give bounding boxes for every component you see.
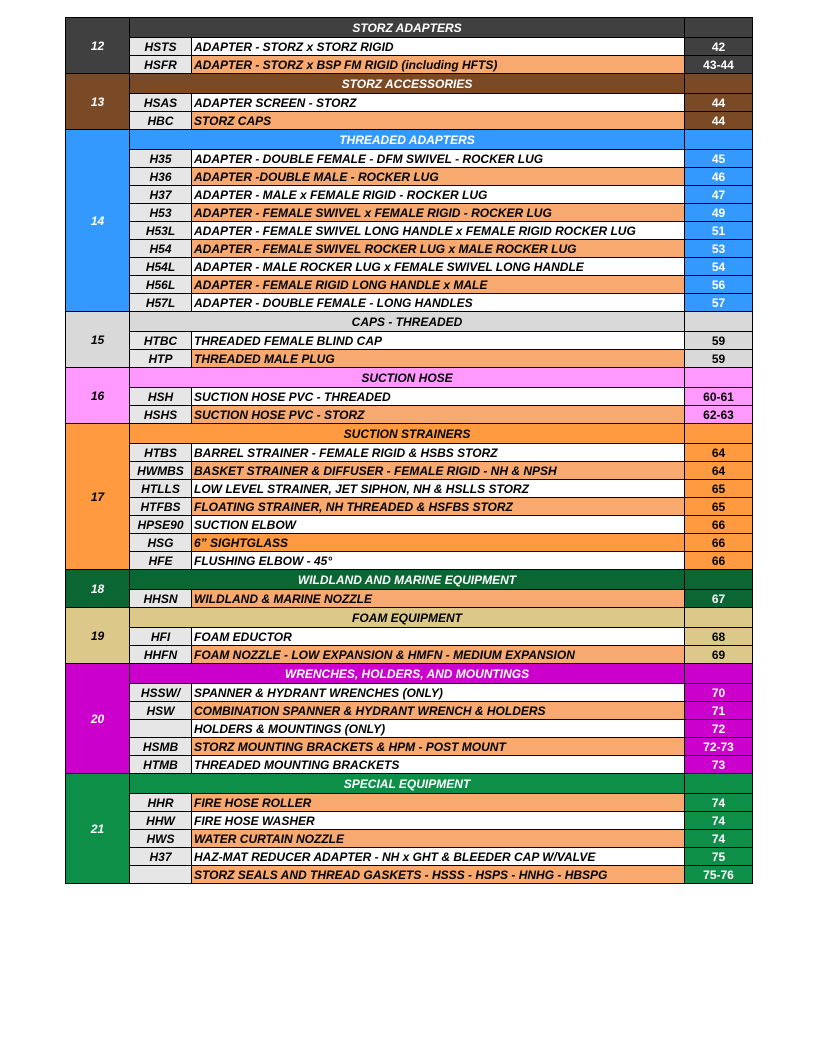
- product-description: STORZ CAPS: [192, 112, 685, 130]
- product-code: HSG: [130, 534, 192, 552]
- page-number: 70: [685, 684, 753, 702]
- section-number: 12: [66, 18, 130, 74]
- section-page-header: [685, 664, 753, 684]
- section-title: SUCTION HOSE: [130, 368, 685, 388]
- product-description: FLUSHING ELBOW - 45°: [192, 552, 685, 570]
- section-number: 21: [66, 774, 130, 884]
- table-row: [66, 534, 753, 552]
- table-row: [66, 258, 753, 276]
- product-description: HAZ-MAT REDUCER ADAPTER - NH x GHT & BLEEDER CAP W/VALVE: [192, 848, 685, 866]
- product-description: SPANNER & HYDRANT WRENCHES (ONLY): [192, 684, 685, 702]
- section-title: STORZ ADAPTERS: [130, 18, 685, 38]
- section-header-row: [66, 608, 753, 628]
- page-number: 74: [685, 794, 753, 812]
- product-code: HWS: [130, 830, 192, 848]
- product-code: HFE: [130, 552, 192, 570]
- table-row: [66, 812, 753, 830]
- page-number: 59: [685, 350, 753, 368]
- section-header-row: [66, 312, 753, 332]
- product-code: HSMB: [130, 738, 192, 756]
- product-code: HSAS: [130, 94, 192, 112]
- section-title: STORZ ACCESSORIES: [130, 74, 685, 94]
- product-description: STORZ MOUNTING BRACKETS & HPM - POST MOUNT: [192, 738, 685, 756]
- page-number: 47: [685, 186, 753, 204]
- product-description: ADAPTER - MALE ROCKER LUG x FEMALE SWIVEL LONG HANDLE: [192, 258, 685, 276]
- page-number: 42: [685, 38, 753, 56]
- product-code: H53: [130, 204, 192, 222]
- product-code: HHR: [130, 794, 192, 812]
- page-number: 65: [685, 480, 753, 498]
- product-description: COMBINATION SPANNER & HYDRANT WRENCH & HOLDERS: [192, 702, 685, 720]
- product-code: H56L: [130, 276, 192, 294]
- product-code: HSSW/: [130, 684, 192, 702]
- section-header-row: [66, 424, 753, 444]
- product-description: SUCTION ELBOW: [192, 516, 685, 534]
- section-page-header: [685, 608, 753, 628]
- table-row: [66, 444, 753, 462]
- product-code: HBC: [130, 112, 192, 130]
- table-row: [66, 332, 753, 350]
- product-code: HFI: [130, 628, 192, 646]
- product-description: FOAM EDUCTOR: [192, 628, 685, 646]
- product-code: HSH: [130, 388, 192, 406]
- page-number: 69: [685, 646, 753, 664]
- product-description: THREADED MALE PLUG: [192, 350, 685, 368]
- product-description: WILDLAND & MARINE NOZZLE: [192, 590, 685, 608]
- table-row: [66, 480, 753, 498]
- product-description: BASKET STRAINER & DIFFUSER - FEMALE RIGID - NH & NPSH: [192, 462, 685, 480]
- page-number: 67: [685, 590, 753, 608]
- page-number: 75: [685, 848, 753, 866]
- product-code: HHSN: [130, 590, 192, 608]
- product-description: 6” SIGHTGLASS: [192, 534, 685, 552]
- product-description: ADAPTER - FEMALE RIGID LONG HANDLE x MALE: [192, 276, 685, 294]
- table-row: [66, 38, 753, 56]
- page-number: 72-73: [685, 738, 753, 756]
- page-number: 62-63: [685, 406, 753, 424]
- page-number: 57: [685, 294, 753, 312]
- product-description: THREADED FEMALE BLIND CAP: [192, 332, 685, 350]
- section-number: 18: [66, 570, 130, 608]
- section-title: THREADED ADAPTERS: [130, 130, 685, 150]
- product-code: H53L: [130, 222, 192, 240]
- product-description: ADAPTER - STORZ x STORZ RIGID: [192, 38, 685, 56]
- page-number: 56: [685, 276, 753, 294]
- table-row: [66, 388, 753, 406]
- table-row: [66, 112, 753, 130]
- page-number: 75-76: [685, 866, 753, 884]
- table-row: [66, 628, 753, 646]
- product-description: FIRE HOSE WASHER: [192, 812, 685, 830]
- section-title: WILDLAND AND MARINE EQUIPMENT: [130, 570, 685, 590]
- product-description: ADAPTER - DOUBLE FEMALE - DFM SWIVEL - ROCKER LUG: [192, 150, 685, 168]
- table-row: [66, 702, 753, 720]
- page-number: 72: [685, 720, 753, 738]
- product-description: LOW LEVEL STRAINER, JET SIPHON, NH & HSLLS STORZ: [192, 480, 685, 498]
- page-number: 74: [685, 830, 753, 848]
- product-description: ADAPTER - MALE x FEMALE RIGID - ROCKER LUG: [192, 186, 685, 204]
- section-header-row: [66, 570, 753, 590]
- product-code: [130, 720, 192, 738]
- catalog-index-table: [65, 17, 753, 884]
- table-row: [66, 276, 753, 294]
- page-number: 66: [685, 534, 753, 552]
- catalog-body: [66, 18, 753, 884]
- table-row: [66, 186, 753, 204]
- table-row: [66, 552, 753, 570]
- product-description: FOAM NOZZLE - LOW EXPANSION & HMFN - MEDIUM EXPANSION: [192, 646, 685, 664]
- table-row: [66, 94, 753, 112]
- section-title: SUCTION STRAINERS: [130, 424, 685, 444]
- section-header-row: [66, 130, 753, 150]
- product-code: HTP: [130, 350, 192, 368]
- product-code: HTBC: [130, 332, 192, 350]
- product-description: WATER CURTAIN NOZZLE: [192, 830, 685, 848]
- table-row: [66, 646, 753, 664]
- section-number: 14: [66, 130, 130, 312]
- product-code: HWMBS: [130, 462, 192, 480]
- product-code: H35: [130, 150, 192, 168]
- page-number: 66: [685, 516, 753, 534]
- table-row: [66, 684, 753, 702]
- product-description: ADAPTER - STORZ x BSP FM RIGID (including HFTS): [192, 56, 685, 74]
- page-number: 59: [685, 332, 753, 350]
- product-code: HHW: [130, 812, 192, 830]
- product-code: H37: [130, 848, 192, 866]
- table-row: [66, 406, 753, 424]
- product-code: HHFN: [130, 646, 192, 664]
- product-code: [130, 866, 192, 884]
- product-code: HSTS: [130, 38, 192, 56]
- page-number: 51: [685, 222, 753, 240]
- table-row: [66, 222, 753, 240]
- section-page-header: [685, 312, 753, 332]
- product-description: THREADED MOUNTING BRACKETS: [192, 756, 685, 774]
- product-code: HTBS: [130, 444, 192, 462]
- table-row: [66, 590, 753, 608]
- product-code: HPSE90: [130, 516, 192, 534]
- section-number: 19: [66, 608, 130, 664]
- table-row: [66, 720, 753, 738]
- section-header-row: [66, 74, 753, 94]
- section-title: WRENCHES, HOLDERS, AND MOUNTINGS: [130, 664, 685, 684]
- section-page-header: [685, 130, 753, 150]
- product-code: HSFR: [130, 56, 192, 74]
- page-number: 64: [685, 444, 753, 462]
- table-row: [66, 56, 753, 74]
- product-code: HSHS: [130, 406, 192, 424]
- section-title: CAPS - THREADED: [130, 312, 685, 332]
- page-number: 65: [685, 498, 753, 516]
- table-row: [66, 848, 753, 866]
- table-row: [66, 150, 753, 168]
- page-number: 43-44: [685, 56, 753, 74]
- section-page-header: [685, 774, 753, 794]
- product-code: H36: [130, 168, 192, 186]
- page-number: 46: [685, 168, 753, 186]
- product-description: ADAPTER -DOUBLE MALE - ROCKER LUG: [192, 168, 685, 186]
- product-description: FIRE HOSE ROLLER: [192, 794, 685, 812]
- product-code: HTFBS: [130, 498, 192, 516]
- product-description: BARREL STRAINER - FEMALE RIGID & HSBS STORZ: [192, 444, 685, 462]
- page-number: 71: [685, 702, 753, 720]
- product-description: SUCTION HOSE PVC - THREADED: [192, 388, 685, 406]
- section-header-row: [66, 368, 753, 388]
- page-number: 53: [685, 240, 753, 258]
- section-page-header: [685, 18, 753, 38]
- product-code: H37: [130, 186, 192, 204]
- product-code: HTMB: [130, 756, 192, 774]
- page-number: 64: [685, 462, 753, 480]
- product-code: HTLLS: [130, 480, 192, 498]
- page-number: 54: [685, 258, 753, 276]
- product-description: ADAPTER - FEMALE SWIVEL x FEMALE RIGID - ROCKER LUG: [192, 204, 685, 222]
- section-number: 15: [66, 312, 130, 368]
- table-row: [66, 240, 753, 258]
- product-description: ADAPTER - FEMALE SWIVEL ROCKER LUG x MALE ROCKER LUG: [192, 240, 685, 258]
- product-code: H57L: [130, 294, 192, 312]
- section-number: 20: [66, 664, 130, 774]
- section-number: 16: [66, 368, 130, 424]
- table-row: [66, 498, 753, 516]
- table-row: [66, 738, 753, 756]
- table-row: [66, 830, 753, 848]
- section-page-header: [685, 570, 753, 590]
- product-description: ADAPTER - DOUBLE FEMALE - LONG HANDLES: [192, 294, 685, 312]
- product-code: H54L: [130, 258, 192, 276]
- section-header-row: [66, 774, 753, 794]
- section-page-header: [685, 424, 753, 444]
- table-row: [66, 516, 753, 534]
- table-row: [66, 756, 753, 774]
- table-row: [66, 168, 753, 186]
- page-number: 68: [685, 628, 753, 646]
- section-page-header: [685, 74, 753, 94]
- product-description: STORZ SEALS AND THREAD GASKETS - HSSS - HSPS - HNHG - HBSPG: [192, 866, 685, 884]
- product-description: HOLDERS & MOUNTINGS (ONLY): [192, 720, 685, 738]
- product-description: FLOATING STRAINER, NH THREADED & HSFBS STORZ: [192, 498, 685, 516]
- product-description: ADAPTER SCREEN - STORZ: [192, 94, 685, 112]
- section-header-row: [66, 664, 753, 684]
- section-header-row: [66, 18, 753, 38]
- section-number: 17: [66, 424, 130, 570]
- section-number: 13: [66, 74, 130, 130]
- page-number: 49: [685, 204, 753, 222]
- section-page-header: [685, 368, 753, 388]
- page-number: 74: [685, 812, 753, 830]
- table-row: [66, 294, 753, 312]
- table-row: [66, 866, 753, 884]
- product-description: ADAPTER - FEMALE SWIVEL LONG HANDLE x FEMALE RIGID ROCKER LUG: [192, 222, 685, 240]
- section-title: FOAM EQUIPMENT: [130, 608, 685, 628]
- table-row: [66, 204, 753, 222]
- product-code: HSW: [130, 702, 192, 720]
- page-number: 73: [685, 756, 753, 774]
- table-row: [66, 794, 753, 812]
- page-number: 66: [685, 552, 753, 570]
- page-number: 44: [685, 112, 753, 130]
- table-row: [66, 350, 753, 368]
- table-row: [66, 462, 753, 480]
- page-number: 60-61: [685, 388, 753, 406]
- page-number: 45: [685, 150, 753, 168]
- section-title: SPECIAL EQUIPMENT: [130, 774, 685, 794]
- page-number: 44: [685, 94, 753, 112]
- product-code: H54: [130, 240, 192, 258]
- product-description: SUCTION HOSE PVC - STORZ: [192, 406, 685, 424]
